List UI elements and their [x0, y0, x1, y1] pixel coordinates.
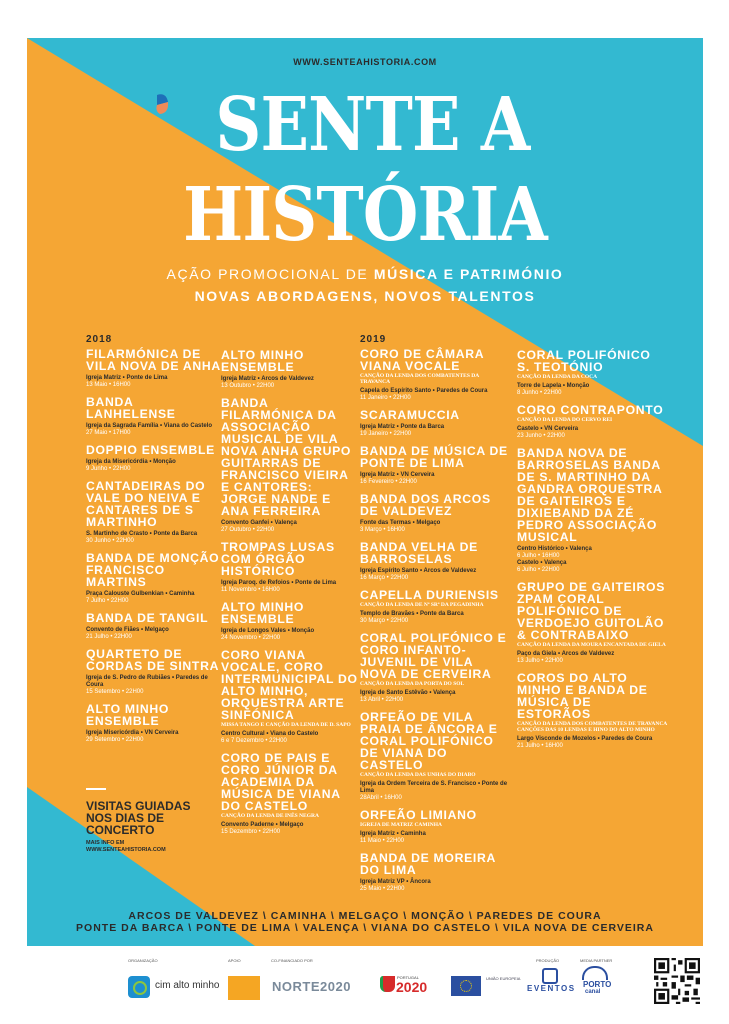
subtitle-line-1 — [27, 266, 703, 282]
concert-venue: Igreja Matriz • Ponte de Lima — [86, 375, 168, 381]
concert-item — [360, 852, 510, 893]
cim-logo-text: cim alto minho — [155, 980, 220, 991]
concert-date: 30 Junho • 22H00 — [86, 538, 134, 544]
concert-title: SCARAMUCCIA — [360, 408, 460, 422]
concert-title: TROMPAS LUSAS COM ÓRGÃO HISTÓRICO — [221, 540, 335, 578]
column-2018-a — [86, 334, 226, 751]
concert-item — [360, 348, 510, 402]
concert-date: 21 Julho • 16H00 — [517, 743, 563, 749]
column-2019-a — [360, 334, 510, 900]
concert-item — [86, 480, 226, 545]
concert-date: 16 Março • 22H00 — [360, 575, 409, 581]
concert-title: CORO DE CÂMARA VIANA VOCALE — [360, 347, 484, 373]
concert-venue: Praça Calouste Gulbenkian • Caminha — [86, 591, 195, 597]
concert-item — [360, 409, 510, 438]
guided-visits-title: VISITAS GUIADAS NOS DIAS DE CONCERTO — [86, 799, 191, 837]
guided-visits-block — [86, 788, 206, 854]
concert-item — [360, 445, 510, 486]
concert-item — [86, 396, 226, 437]
concert-item — [221, 601, 361, 642]
concert-item — [517, 672, 667, 750]
concert-legend: CANÇÃO DA LENDA DO CERVO REI — [517, 417, 613, 423]
concert-item — [86, 348, 226, 389]
poster-panel — [27, 38, 703, 946]
concert-venue: Convento Ganfei • Valença — [221, 520, 297, 526]
concert-item — [86, 444, 226, 473]
concert-legend: CANÇÃO DA LENDA DAS UNHAS DO DIABO — [360, 772, 476, 778]
concert-title: GRUPO DE GAITEIROS ZPAM CORAL POLIFÓNICO DE VERDOEJO GUITOLÃO & CONTRABAIXO — [517, 580, 666, 642]
concert-item — [360, 589, 510, 625]
concert-venue: Templo de Bravães • Ponte da Barca — [360, 611, 464, 617]
concert-title: BANDA LANHELENSE — [86, 395, 176, 421]
divider — [86, 788, 106, 790]
concert-venue: Igreja da Sagrada Família • Viana do Castelo — [86, 423, 213, 429]
concert-date: 15 Setembro • 22H00 — [86, 689, 144, 695]
website-url[interactable]: WWW.SENTEAHISTORIA.COM — [293, 57, 437, 67]
concert-title: CANTADEIRAS DO VALE DO NEIVA E CANTARES DE S MARTINHO — [86, 479, 206, 529]
concert-item — [221, 752, 361, 836]
qr-code[interactable] — [654, 958, 700, 1004]
concert-item — [86, 703, 226, 744]
sponsors-footer — [0, 946, 729, 1024]
concert-title: DOPPIO ENSEMBLE — [86, 443, 216, 457]
column-2018-b — [221, 349, 361, 843]
concert-date: 16 Fevereiro • 22H00 — [360, 479, 417, 485]
concert-item — [86, 552, 226, 605]
concert-date: 23 Junho • 22H00 — [517, 433, 565, 439]
concert-item — [221, 649, 361, 745]
concert-title: ALTO MINHO ENSEMBLE — [221, 348, 305, 374]
title-line-1: SENTE A — [215, 82, 530, 168]
portugal-flag-icon — [380, 976, 395, 992]
porto-arch-icon — [582, 966, 608, 980]
concert-title: CORO DE PAIS E CORO JÚNIOR DA ACADEMIA DA MÚSICA DE VIANA DO CASTELO — [221, 751, 341, 813]
concert-legend: IGREJA DE MATRIZ CAMINHA — [360, 822, 442, 828]
concert-item — [221, 397, 361, 534]
media-partner-label: MEDIA PARTNER — [580, 958, 613, 963]
concert-date: 7 Julho • 22H00 — [86, 598, 129, 604]
eventos-logo: EVENTOS — [527, 984, 576, 993]
concert-title: BANDA VELHA DE BARROSELAS — [360, 540, 478, 566]
column-2019-b — [517, 349, 667, 757]
eventos-mark-icon — [542, 968, 558, 984]
concert-item — [360, 493, 510, 534]
concert-venue: Castelo • VN Cerveira — [517, 426, 579, 432]
norte2020-logo: NORTE2020 — [272, 979, 351, 994]
concert-date: 13 Outubro • 22H00 — [221, 383, 275, 389]
porto-logo: PORTO — [583, 980, 612, 989]
concert-title: BANDA DE MOREIRA DO LIMA — [360, 851, 496, 877]
concert-legend: CANÇÃO DA LENDA DE INÊS NEGRA — [221, 813, 319, 819]
towns-line-1: ARCOS DE VALDEVEZ \ CAMINHA \ MELGAÇO \ MONÇÃO \ PAREDES DE COURA — [128, 910, 602, 922]
concert-venue: S. Martinho de Crasto • Ponte da Barca — [86, 531, 198, 537]
concert-title: CORAL POLIFÓNICO E CORO INFANTO-JUVENIL DE VILA NOVA DE CERVEIRA — [360, 631, 507, 681]
concert-date: 6 e 7 Dezembro • 22H00 — [221, 738, 287, 744]
concert-venue: Paço da Giela • Arcos de Valdevez — [517, 651, 615, 657]
concert-item — [517, 581, 667, 665]
concert-venue: Centro Cultural • Viana do Castelo — [221, 731, 319, 737]
concert-venue-2: Castelo • Valença — [517, 560, 567, 566]
porto-canal-label: canal — [585, 989, 601, 995]
year-label: 2018 — [86, 334, 113, 345]
organizacao-label: ORGANIZAÇÃO — [128, 958, 158, 963]
concert-title: QUARTETO DE CORDAS DE SINTRA — [86, 647, 220, 673]
concert-title: ALTO MINHO ENSEMBLE — [221, 600, 305, 626]
concert-legend: CANÇÃO DA LENDA DA COCA — [517, 374, 598, 380]
concert-date: 9 Junho • 22H00 — [86, 466, 131, 472]
title-line-2: HISTÓRIA — [183, 172, 547, 258]
concert-title: BANDA NOVA DE BARROSELAS BANDA DE S. MARTINHO DA GANDRA ORQUESTRA DE GAITEIROS E DIXIEBAND DA ZÉ PEDRO ASSOCIAÇÃO MUSICAL — [517, 446, 663, 544]
concert-title: BANDA DE MONÇÃO FRANCISCO MARTINS — [86, 551, 220, 589]
concert-venue: Capela do Espírito Santo • Paredes de Coura — [360, 388, 488, 394]
concert-venue: Igreja de Longos Vales • Monção — [221, 628, 315, 634]
concert-item — [517, 447, 667, 574]
concert-date: 25 Maio • 22H00 — [360, 886, 405, 892]
concert-venue: Torre de Lapela • Monção — [517, 383, 590, 389]
concert-venue: Igreja Matriz • Caminha — [360, 831, 426, 837]
concert-venue: Igreja Matriz • Ponte da Barca — [360, 424, 445, 430]
concert-venue: Igreja Paroq. de Refoios • Ponte de Lima — [221, 580, 337, 586]
concert-title: BANDA DE MÚSICA DE PONTE DE LIMA — [360, 444, 508, 470]
subtitle-plain: AÇÃO PROMOCIONAL DE — [166, 266, 374, 282]
concert-date: 8 Junho • 22H00 — [517, 390, 562, 396]
concert-legend: CANÇÃO DA LENDA DOS COMBATENTES DE TRAVANCA CANÇÕES DAS 10 LENDAS E HINO DO ALTO MINHO — [517, 721, 667, 733]
concert-legend: CANÇÃO DA LENDA DA MOURA ENCANTADA DE GIELA — [517, 642, 666, 648]
concert-date: 29 Setembro • 22H00 — [86, 737, 144, 743]
concert-venue: Igreja de Santo Estêvão • Valença — [360, 690, 456, 696]
concert-item — [221, 541, 361, 594]
concert-venue: Igreja Matriz • Arcos de Valdevez — [221, 376, 314, 382]
towns-line-2: PONTE DA BARCA \ PONTE DE LIMA \ VALENÇA \ VIANA DO CASTELO \ VILA NOVA DE CERVEIRA — [76, 922, 654, 934]
concert-venue: Igreja Espírito Santo • Arcos de Valdevez — [360, 568, 477, 574]
portugal-label: PORTUGAL — [397, 975, 419, 980]
concert-title: COROS DO ALTO MINHO E BANDA DE MÚSICA DE ESTORÃOS — [517, 671, 648, 721]
concert-title: BANDA FILARMÓNICA DA ASSOCIAÇÃO MUSICAL DE VILA NOVA ANHA GRUPO GUITARRAS DE FRANCISCO VIEIRA E CANTORES: JORGE NANDE E ANA FERREIRA — [221, 396, 352, 518]
concert-venue: Igreja Matriz • VN Cerveira — [360, 472, 435, 478]
concert-venue: Convento Paderne • Melgaço — [221, 822, 304, 828]
concert-venue: Igreja da Ordem Terceira de S. Francisco • Ponte de Lima — [360, 781, 508, 794]
concert-date: 6 Julho • 16H00 — [517, 553, 560, 559]
concert-date: 24 Novembro • 22H00 — [221, 635, 281, 641]
concert-title: CAPELLA DURIENSIS — [360, 588, 499, 602]
concert-title: ORFEÃO DE VILA PRAIA DE ÂNCORA E CORAL POLIFÓNICO DE VIANA DO CASTELO — [360, 710, 498, 772]
concert-venue: Largo Visconde de Mozelos • Paredes de Coura — [517, 736, 653, 742]
concert-date: 11 Maio • 22H00 — [360, 838, 405, 844]
concert-date: 21 Julho • 22H00 — [86, 634, 132, 640]
concert-item — [221, 349, 361, 390]
more-info-label: MAIS INFO EM — [86, 840, 125, 846]
concert-date: 27 Maio • 17H00 — [86, 430, 131, 436]
concert-date: 3 Março • 16H00 — [360, 527, 405, 533]
concert-legend: MISSA TANGO E CANÇÃO DA LENDA DE D. SAPO — [221, 722, 351, 728]
concert-venue: Centro Histórico • Valença — [517, 546, 592, 552]
concert-title: BANDA DE TANGIL — [86, 611, 209, 625]
concert-date: 13 Maio • 16H00 — [86, 382, 131, 388]
concert-title: FILARMÓNICA DE VILA NOVA DE ANHA — [86, 347, 221, 373]
concert-item — [360, 541, 510, 582]
concert-date: 30 Março • 22H00 — [360, 618, 409, 624]
year-label: 2019 — [360, 334, 387, 345]
concert-date: 28Abril • 16H00 — [360, 795, 402, 801]
concert-title: CORAL POLIFÓNICO S. TEOTÓNIO — [517, 348, 651, 374]
concert-date: 13 Julho • 22H00 — [517, 658, 563, 664]
concert-date: 15 Dezembro • 22H00 — [221, 829, 281, 835]
concert-venue: Igreja Misericórdia • VN Cerveira — [86, 730, 179, 736]
concert-item — [86, 648, 226, 696]
concert-title: ALTO MINHO ENSEMBLE — [86, 702, 170, 728]
eu-flag-icon — [451, 976, 481, 996]
concert-legend: CANÇÃO DA LENDA DA PORTA DO SOL — [360, 681, 465, 687]
concert-date: 11 Janeiro • 22H00 — [360, 395, 411, 401]
concert-item — [360, 809, 510, 845]
concert-item — [86, 612, 226, 641]
apoio-label: APOIO — [228, 958, 241, 963]
concert-venue: Fonte das Termas • Melgaço — [360, 520, 441, 526]
cofinanciado-label: CO-FINANCIADO POR — [271, 958, 313, 963]
cim-logo-icon — [128, 976, 150, 998]
concert-item — [517, 349, 667, 397]
concert-date: 19 Janeiro • 22H00 — [360, 431, 412, 437]
more-info-url[interactable]: WWW.SENTEAHISTORIA.COM — [86, 847, 166, 853]
concert-item — [517, 404, 667, 440]
concert-title: BANDA DOS ARCOS DE VALDEVEZ — [360, 492, 491, 518]
concert-title: CORO CONTRAPONTO — [517, 403, 664, 417]
concert-venue: Igreja Matriz VP • Âncora — [360, 879, 431, 885]
portugal2020-logo: 2020 — [396, 979, 428, 995]
concert-title: ORFEÃO LIMIANO — [360, 808, 477, 822]
producao-label: PRODUÇÃO — [536, 958, 560, 963]
subtitle-line-2: NOVAS ABORDAGENS, NOVOS TALENTOS — [194, 288, 536, 304]
subtitle-bold: MÚSICA E PATRIMÓNIO — [373, 266, 564, 282]
concert-date: 27 Outubro • 22H00 — [221, 527, 275, 533]
concert-date-2: 6 Julho • 22H00 — [517, 567, 560, 573]
concert-legend: CANÇÃO DA LENDA DOS COMBATENTES DA TRAVANCA — [360, 373, 479, 385]
concert-item — [360, 711, 510, 802]
heritage-year-logo — [228, 976, 260, 1000]
concert-venue: Convento de Fiães • Melgaço — [86, 627, 169, 633]
concert-legend: CANÇÃO DA LENDA DE Nª SRª DA PEGADINHA — [360, 602, 484, 608]
concert-venue: Igreja da Misericórdia • Monção — [86, 459, 176, 465]
concert-item — [360, 632, 510, 704]
concert-date: 11 Novembro • 16H00 — [221, 587, 280, 593]
concert-title: CORO VIANA VOCALE, CORO INTERMUNICIPAL DO ALTO MINHO, ORQUESTRA ARTE SINFÓNICA — [221, 648, 358, 722]
concert-date: 13 Abril • 22H00 — [360, 697, 404, 703]
eu-label: UNIÃO EUROPEIA — [486, 976, 521, 981]
concert-venue: Igreja de S. Pedro de Rubiães • Paredes de Coura — [86, 675, 208, 688]
